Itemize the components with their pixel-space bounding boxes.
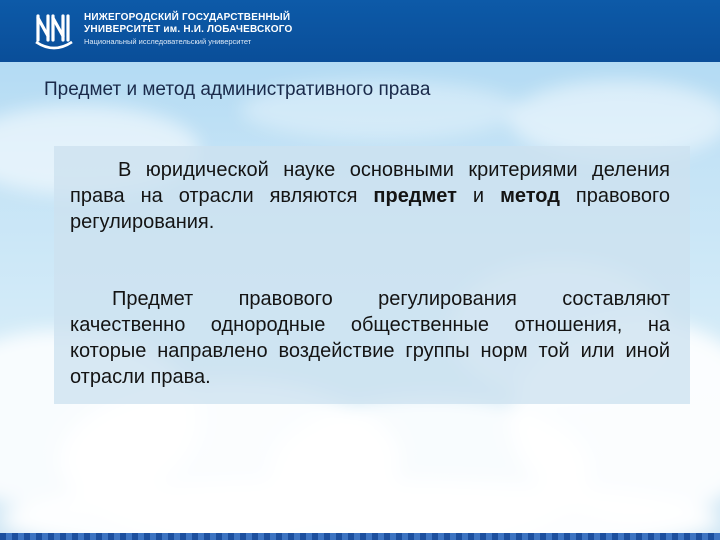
university-name-line1: НИЖЕГОРОДСКИЙ ГОСУДАРСТВЕННЫЙ <box>84 12 291 23</box>
paragraph-criteria <box>70 157 670 235</box>
header-band <box>0 0 720 62</box>
university-subtitle: Национальный исследовательский университет <box>84 37 252 46</box>
term-subject: предмет <box>373 185 457 207</box>
paragraph1-connector: и <box>456 185 501 207</box>
paragraph1-start: В юридической науке основными критериями деления права на отрасли являются <box>70 159 670 207</box>
footer-band <box>0 533 720 540</box>
paragraph1-end: правового регулирования. <box>70 185 670 233</box>
term-method: метод <box>500 185 560 207</box>
paragraph-subject-definition <box>70 286 670 390</box>
university-name <box>84 12 292 47</box>
university-name-line2: УНИВЕРСИТЕТ им. Н.И. ЛОБАЧЕВСКОГО <box>84 24 293 35</box>
slide-title: Предмет и метод административного права <box>44 79 431 100</box>
nnu-logo-icon <box>32 10 76 54</box>
paragraph2-text: Предмет правового регулирования составляют качественно однородные общественные отношения, на которые направлено воздействие группы норм той или иной отрасли права. <box>70 288 670 388</box>
